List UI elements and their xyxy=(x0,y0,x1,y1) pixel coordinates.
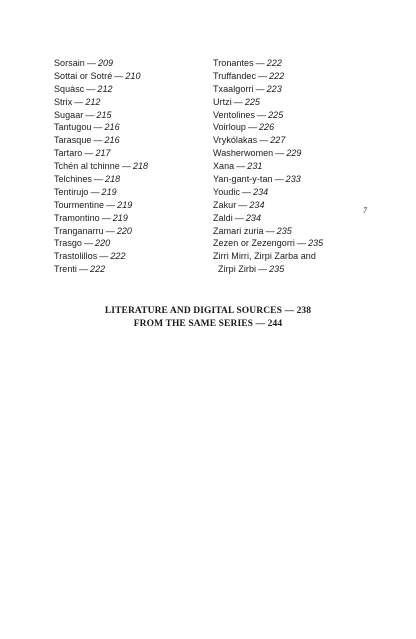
toc-entry[interactable] xyxy=(213,199,353,212)
entry-dash: — xyxy=(93,135,103,146)
entry-dash: — xyxy=(258,70,268,81)
entry-name: Tchén al tchinne xyxy=(54,161,120,172)
entry-name: Zaldi xyxy=(213,212,233,223)
entry-name: Tartaro xyxy=(54,148,83,159)
entry-name: Zakur xyxy=(213,199,237,210)
entry-page-number: 218 xyxy=(132,161,149,172)
entry-name: Xana xyxy=(213,161,235,172)
entry-page-number: 212 xyxy=(97,83,113,94)
entry-page-number: 220 xyxy=(116,225,132,236)
toc-entry[interactable] xyxy=(213,263,353,276)
entry-name: Tantugou xyxy=(54,122,92,133)
toc-entry[interactable] xyxy=(54,263,204,276)
toc-entry[interactable] xyxy=(213,250,353,263)
toc-entry[interactable] xyxy=(54,83,204,96)
toc-right-column xyxy=(213,57,353,276)
entry-name: Zirpi Zirbi xyxy=(218,264,257,275)
entry-dash: — xyxy=(106,199,116,210)
entry-dash: — xyxy=(238,199,248,210)
entry-page-number: 227 xyxy=(270,135,286,146)
toc-entry[interactable] xyxy=(213,121,353,134)
entry-dash: — xyxy=(257,109,267,120)
toc-entry[interactable] xyxy=(213,70,353,83)
entry-name: Sugaar xyxy=(54,109,84,120)
toc-entry[interactable] xyxy=(213,237,353,250)
toc-entry[interactable] xyxy=(213,96,353,109)
toc-entry[interactable] xyxy=(213,225,353,238)
entry-dash: — xyxy=(93,122,103,133)
entry-dash: — xyxy=(233,96,243,107)
toc-entry[interactable] xyxy=(213,57,353,70)
entry-dash: — xyxy=(93,174,104,185)
toc-entry[interactable] xyxy=(54,70,204,83)
toc-entry[interactable] xyxy=(54,134,204,147)
entry-dash: — xyxy=(86,83,96,94)
entry-dash: — xyxy=(258,264,268,275)
toc-entry[interactable] xyxy=(54,121,204,134)
toc-entry[interactable] xyxy=(54,147,204,160)
entry-dash: — xyxy=(247,122,257,133)
toc-left-column xyxy=(54,57,204,276)
section-literature[interactable] xyxy=(0,305,416,318)
entry-name: Urtzi xyxy=(213,96,232,107)
entry-name: Sottai or Sotré xyxy=(54,70,113,81)
toc-entry[interactable] xyxy=(54,57,204,70)
toc-entry[interactable] xyxy=(213,173,353,186)
entry-name: Trenti xyxy=(54,264,77,275)
section-dash: — xyxy=(284,306,295,316)
entry-dash: — xyxy=(275,148,285,159)
entry-dash: — xyxy=(74,96,84,107)
entry-page-number: 225 xyxy=(244,96,260,107)
entry-dash: — xyxy=(86,58,96,68)
section-page: 244 xyxy=(267,319,283,329)
entry-dash: — xyxy=(84,148,94,159)
entry-dash: — xyxy=(236,161,246,172)
toc-entry[interactable] xyxy=(54,109,204,122)
entry-dash: — xyxy=(255,83,265,94)
toc-entry[interactable] xyxy=(54,96,204,109)
entry-dash: — xyxy=(78,264,89,275)
entry-name: Strix xyxy=(54,96,73,107)
entry-page-number: 222 xyxy=(110,251,126,262)
entry-page-number: 219 xyxy=(112,212,128,223)
entry-page-number: 235 xyxy=(269,264,285,275)
entry-page-number: 234 xyxy=(253,186,269,197)
entry-page-number: 219 xyxy=(101,186,117,197)
entry-name: Zezen or Zezengorri xyxy=(213,238,295,249)
entry-page-number: 235 xyxy=(276,225,292,236)
entry-name: Zirri Mirri, Zirpi Zarba and xyxy=(213,251,316,262)
entry-dash: — xyxy=(121,161,131,172)
entry-name: Youdic xyxy=(213,186,240,197)
toc-entry[interactable] xyxy=(54,173,204,186)
entry-dash: — xyxy=(242,186,252,197)
entry-dash: — xyxy=(234,212,244,223)
entry-dash: — xyxy=(297,238,307,249)
section-title: LITERATURE AND DIGITAL SOURCES xyxy=(104,306,282,316)
entry-dash: — xyxy=(105,225,115,236)
toc-entry[interactable] xyxy=(213,109,353,122)
entry-name: Squàsc xyxy=(54,83,85,94)
entry-name: Washerwomen xyxy=(213,148,274,159)
toc-entry[interactable] xyxy=(213,186,353,199)
entry-page-number: 216 xyxy=(104,135,120,146)
entry-page-number: 223 xyxy=(266,83,282,94)
entry-dash: — xyxy=(114,70,124,81)
entry-page-number: 225 xyxy=(268,109,284,120)
section-title: FROM THE SAME SERIES xyxy=(133,319,254,329)
entry-name: Zamari zuria xyxy=(213,225,264,236)
entry-page-number: 234 xyxy=(249,199,265,210)
entry-name: Txaalgorri xyxy=(213,83,254,94)
toc-entry[interactable] xyxy=(54,237,204,250)
entry-page-number: 233 xyxy=(285,174,301,185)
toc-entry[interactable] xyxy=(54,199,204,212)
toc-entry[interactable] xyxy=(54,250,204,263)
entry-name: Trastolillos xyxy=(54,251,98,262)
entry-page-number: 217 xyxy=(95,148,111,159)
entry-name: Tranganarru xyxy=(54,225,104,236)
entry-dash: — xyxy=(265,225,275,236)
entry-dash: — xyxy=(85,109,95,120)
entry-page-number: 229 xyxy=(286,148,302,159)
entry-name: Voirloup xyxy=(213,122,246,133)
entry-name: Telchines xyxy=(54,174,92,185)
entry-page-number: 234 xyxy=(245,212,261,223)
entry-dash: — xyxy=(83,238,94,249)
entry-name: Tourmentine xyxy=(54,199,105,210)
section-page: 238 xyxy=(296,306,312,316)
entry-page-number: 209 xyxy=(97,58,114,68)
entry-name: Sorsain xyxy=(54,58,85,68)
entry-name: Tentirujo xyxy=(54,186,89,197)
toc-entry[interactable] xyxy=(54,225,204,238)
page-number: 7 xyxy=(363,206,367,215)
toc-entry[interactable] xyxy=(213,134,353,147)
entry-name: Tarasque xyxy=(54,135,92,146)
entry-dash: — xyxy=(255,58,265,68)
entry-page-number: 235 xyxy=(308,238,324,249)
entry-dash: — xyxy=(101,212,111,223)
entry-dash: — xyxy=(274,174,284,185)
entry-name: Vrykólakas xyxy=(213,135,258,146)
entry-name: Truffandec xyxy=(213,70,257,81)
entry-page-number: 215 xyxy=(96,109,112,120)
entry-name: Tronantes xyxy=(213,58,254,68)
toc-entry[interactable] xyxy=(213,160,353,173)
entry-page-number: 226 xyxy=(259,122,275,133)
entry-dash: — xyxy=(259,135,269,146)
entry-name: Ventolines xyxy=(213,109,256,120)
entry-page-number: 218 xyxy=(105,174,121,185)
entry-name: Yan-gant-y-tan xyxy=(213,174,273,185)
entry-page-number: 219 xyxy=(117,199,133,210)
entry-page-number: 210 xyxy=(125,70,141,81)
section-same-series[interactable] xyxy=(0,318,416,331)
entry-page-number: 222 xyxy=(269,70,285,81)
entry-dash: — xyxy=(99,251,109,262)
toc-entry[interactable] xyxy=(54,160,204,173)
entry-page-number: 220 xyxy=(95,238,111,249)
entry-name: Tramontino xyxy=(54,212,100,223)
entry-dash: — xyxy=(90,186,100,197)
toc-entry[interactable] xyxy=(213,212,353,225)
entry-page-number: 231 xyxy=(247,161,263,172)
entry-name: Trasgo xyxy=(54,238,82,249)
entry-page-number: 216 xyxy=(104,122,120,133)
entry-page-number: 222 xyxy=(90,264,106,275)
toc-sections xyxy=(0,305,416,331)
entry-page-number: 212 xyxy=(85,96,101,107)
toc-entry[interactable] xyxy=(54,186,204,199)
toc-entry[interactable] xyxy=(213,147,353,160)
section-dash: — xyxy=(255,319,266,329)
entry-page-number: 222 xyxy=(266,58,282,68)
toc-entry[interactable] xyxy=(213,83,353,96)
toc-entry[interactable] xyxy=(54,212,204,225)
